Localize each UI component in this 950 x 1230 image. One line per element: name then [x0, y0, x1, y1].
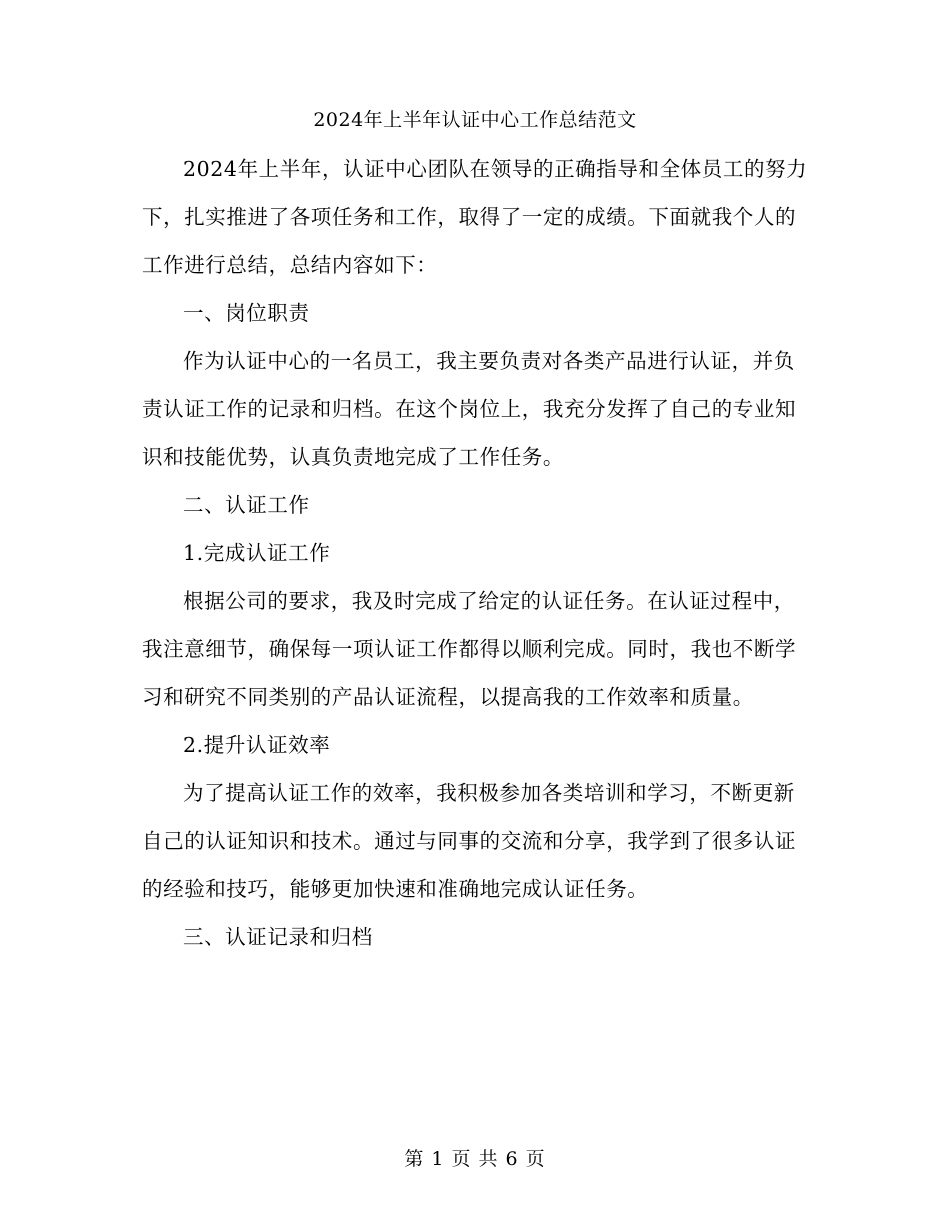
paragraph-responsibilities: 作为认证中心的一名员工，我主要负责对各类产品进行认证，并负责认证工作的记录和归档。在这个岗位上，我充分发挥了自己的专业知识和技能优势，认真负责地完成了工作任务。: [142, 349, 797, 469]
paragraph-intro: 2024年上半年，认证中心团队在领导的正确指导和全体员工的努力下，扎实推进了各项任务和工作，取得了一定的成绩。下面就我个人的工作进行总结，总结内容如下：: [142, 157, 808, 277]
document-body: [142, 145, 808, 961]
subheading-2-2: 2.提升认证效率: [183, 733, 331, 757]
section-heading-3: 三、认证记录和归档: [183, 925, 373, 949]
paragraph-complete-certification: 根据公司的要求，我及时完成了给定的认证任务。在认证过程中，我注意细节，确保每一项认证工作都得以顺利完成。同时，我也不断学习和研究不同类别的产品认证流程，以提高我的工作效率和质量。: [142, 589, 797, 709]
subheading-2-1: 1.完成认证工作: [183, 541, 331, 565]
page-footer: 第 1 页 共 6 页: [404, 1148, 546, 1170]
document-title: 2024年上半年认证中心工作总结范文: [313, 109, 637, 131]
section-heading-1: 一、岗位职责: [183, 301, 310, 325]
paragraph-improve-efficiency: 为了提高认证工作的效率，我积极参加各类培训和学习，不断更新自己的认证知识和技术。通过与同事的交流和分享，我学到了很多认证的经验和技巧，能够更加快速和准确地完成认证任务。: [142, 781, 797, 901]
section-heading-2: 二、认证工作: [183, 493, 310, 517]
